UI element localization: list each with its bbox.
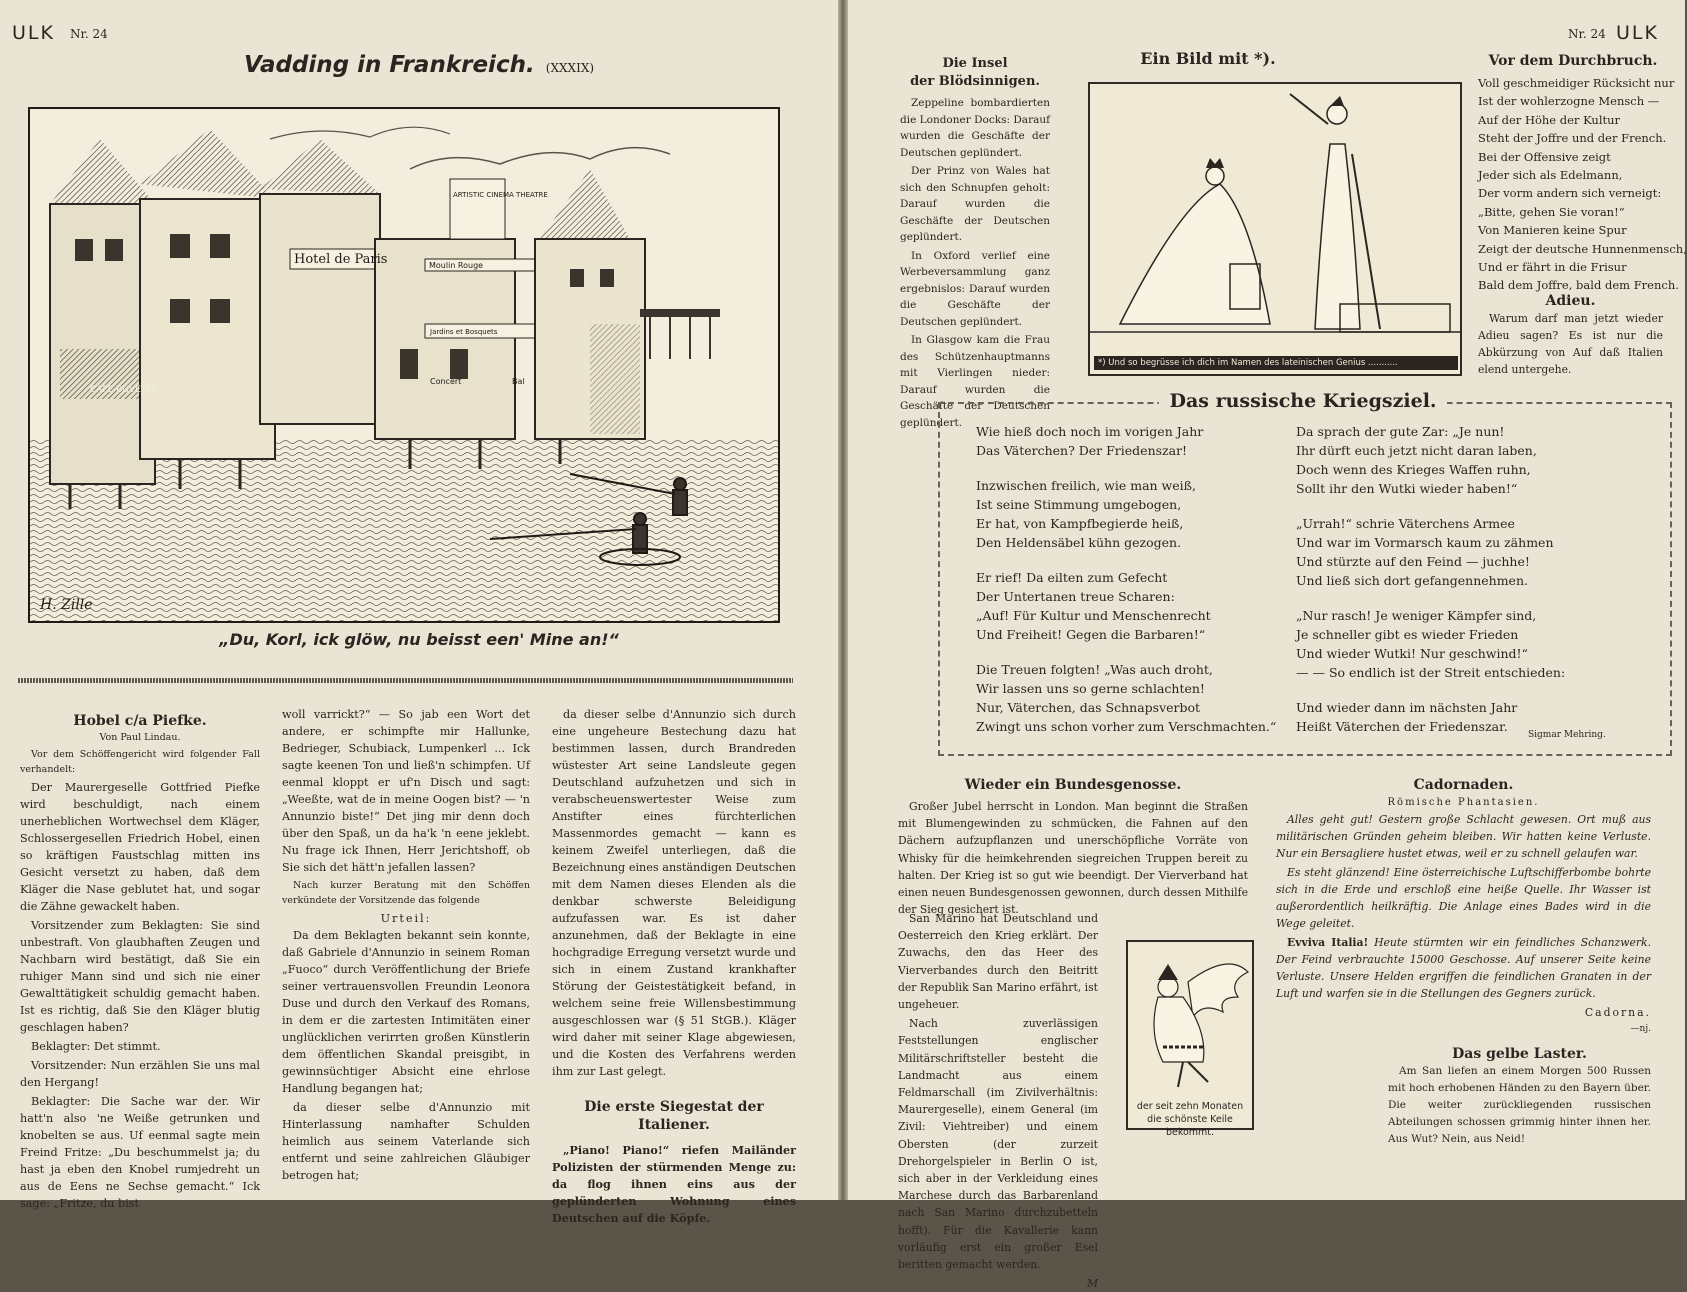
cadornaden-title: Cadornaden. bbox=[1413, 777, 1514, 793]
sign-cinema: ARTISTIC CINEMA THEATRE bbox=[453, 191, 548, 199]
durchbruch-line: Von Manieren keine Spur bbox=[1478, 223, 1627, 238]
bundesgenosse-top bbox=[898, 776, 1248, 920]
kz1-line: Zwingt uns schon vorher zum Verschmachten.“ bbox=[976, 719, 1277, 734]
kz1-line: Der Untertanen treue Scharen: bbox=[976, 589, 1175, 604]
harbor-scene-drawing bbox=[30, 109, 778, 621]
kz1-line: Wie hieß doch noch im vorigen Jahr bbox=[976, 424, 1204, 439]
adieu-title: Adieu. bbox=[1545, 293, 1596, 309]
insel-p2: Der Prinz von Wales hat sich den Schnupfen geholt: Darauf wurden die Geschäfte der Deutschen geplündert. bbox=[900, 165, 1050, 243]
bild-title: Ein Bild mit *). bbox=[1140, 49, 1276, 68]
durchbruch-line: Ist der wohlerzogne Mensch — bbox=[1478, 94, 1660, 109]
kz1-line: Er hat, von Kampfbegierde heiß, bbox=[976, 516, 1184, 531]
stanza-gap bbox=[1296, 682, 1565, 698]
header-number-left: Nr. 24 bbox=[70, 27, 108, 41]
kz1-line: „Auf! Für Kultur und Menschenrecht bbox=[976, 608, 1211, 623]
stanza-gap bbox=[1296, 590, 1565, 606]
kz1-line: Das Väterchen? Der Friedenszar! bbox=[976, 443, 1188, 458]
gutter bbox=[838, 0, 848, 1200]
caption-text: „Du, Korl, ick glöw, nu beisst een' Mine an!“ bbox=[219, 630, 619, 649]
kriegsziel-col-2 bbox=[1296, 422, 1565, 736]
illustration-caption bbox=[0, 630, 838, 649]
sign-concert: Concert bbox=[430, 377, 462, 386]
bundesgenosse-p3: Nach zuverlässigen Feststellungen englischer Militärschriftsteller besteht die Landmacht aus einem Feldmarschall (im Zivilverhältnis: Maurergeselle), einem General (im Zivil: Viehtreiber) und einem Obersten (der zurzeit Drehorgelspieler in Berlin O ist, sich aber in der Verkleidung eines Marchese durch das Barbarenland nach San Marino durchzubetteln hofft). Für die Kavallerie kann vorläufig erst ein großer Esel beritten gemacht werden. bbox=[898, 1017, 1098, 1272]
bundesgenosse-title: Wieder ein Bundesgenosse. bbox=[964, 777, 1182, 793]
article-col1-p6: Beklagter: Die Sache war der. Wir hatt'n also 'ne Weiße getrunken und knobelten se aus. Uf eenmal sagte mein Freind Fritze: „Du beschummelst ja; du hast ja eben den Knobel rumjedreht un aus de Eens ne Sechse gemacht.“ Ick sage: „Fritze, du bist bbox=[20, 1095, 260, 1210]
sign-cafe-buvette: CAFE-BUVETTE bbox=[90, 385, 158, 395]
stanza-gap bbox=[976, 552, 1276, 568]
kz1-line: Den Heldensäbel kühn gezogen. bbox=[976, 535, 1182, 550]
kz2-line: Und stürzte auf den Feind — juchhe! bbox=[1296, 554, 1530, 569]
bild-cartoon-drawing bbox=[1090, 84, 1460, 354]
sign-bal: Bal bbox=[512, 377, 525, 386]
angel-caption: der seit zehn Monaten die schönste Keile bekommt. bbox=[1136, 1101, 1244, 1138]
insel-title-1: Die Insel bbox=[942, 56, 1008, 71]
page-title-suffix: (XXXIX) bbox=[545, 61, 595, 75]
article-col2-p3: Da dem Beklagten bekannt sein konnte, daß Gabriele d'Annunzio in seinem Roman „Fuoco“ durch Veröffentlichung der Briefe seiner vertrauensvollen Freundin Leonora Duse und durch den Verkauf des Romans, in dem er die zartesten Intimitäten einer unglücklichen verirrten großen Künstlerin dem öffentlichen Skandal preisgibt, in gewinnsüchtiger Absicht eine ehrlose Handlung begangen hat; bbox=[282, 929, 530, 1095]
cadornaden-p2: Es steht glänzend! Eine österreichische Luftschifferbombe bohrte sich in die Erde und erschloß eine heiße Quelle. Ihr Wasser ist außerordentlich heilkräftig. Die Anlage eines Bades wird in die Wege geleitet. bbox=[1276, 866, 1651, 930]
article-col2-p4: da dieser selbe d'Annunzio mit Hinterlassung namhafter Schulden heimlich aus seinem Vaterlande sich entfernt und seine zahlreichen Gläubiger betrogen hat; bbox=[282, 1101, 530, 1182]
kz2-line: Heißt Väterchen der Friedenszar. bbox=[1296, 719, 1508, 734]
durchbruch-line: Und er fährt in die Frisur bbox=[1478, 260, 1627, 275]
header-brand-right: ULK bbox=[1616, 22, 1659, 44]
article-title: Hobel c/a Piefke. bbox=[73, 713, 207, 729]
cadornaden-p3: Heute stürmten wir ein feindliches Schanzwerk. Der Feind verbrauchte 15000 Geschosse. Auf unserer Seite keine Verluste. Unsere Helden ergriffen die feindlichen Granaten in der Luft und warfen sie in die Stellungen des Gegners zurück. bbox=[1276, 936, 1652, 1000]
bundesgenosse-p1: Großer Jubel herrscht in London. Man beginnt die Straßen mit Blumengewinden zu schmücken, die Fahnen auf den Dächern aufzupflanzen und unerschöpfliche Vorräte von Whisky für die heimkehrenden siegreichen Truppen bereit zu halten. Der Krieg ist so gut wie beendigt. Der Vierverband hat einen neuen Bundesgenossen gewonnen, durch dessen Mithilfe der Sieg gesichert ist. bbox=[898, 800, 1248, 917]
durchbruch-line: „Bitte, gehen Sie voran!“ bbox=[1478, 204, 1625, 219]
durchbruch-line: Jeder sich als Edelmann, bbox=[1478, 168, 1623, 183]
header-brand-left: ULK bbox=[12, 22, 55, 44]
cadornaden-block bbox=[1276, 776, 1651, 1038]
adieu-block bbox=[1478, 292, 1663, 380]
kriegsziel-title: Das russische Kriegsziel. bbox=[1159, 390, 1446, 412]
bild-caption: *) Und so begrüsse ich dich im Namen des lateinischen Genius ........... bbox=[1094, 356, 1458, 370]
article-col3-p1: da dieser selbe d'Annunzio sich durch eine ungeheure Bestechung dazu hat bestimmen lassen, durch Brandreden wüstester Art seine Landsleute gegen Deutschland aufzuhetzen und sich in verabscheuenswertester Weise zum Anstifter eines fürchterlichen Massenmordes gemacht — kann es keinem Zweifel unterliegen, daß die Bezeichnung eines anständigen Deutschen mit dem Namen dieses Elenden als die denkbar schwerste Beleidigung aufzufassen war. Es ist daher anzunehmen, daß der Beklagte in eine hochgradige Erregung versetzt wurde und sich in einem Zustand krankhafter Störung der Geistestätigkeit befand, in welchem seine freie Willensbestimmung ausgeschlossen war (§ 51 StGB.). Kläger wird daher mit seiner Klage abgewiesen, und die Kosten des Verfahrens werden ihm zur Last gelegt. bbox=[552, 708, 796, 1078]
cadornaden-p1: Alles geht gut! Gestern große Schlacht gewesen. Ort muß aus militärischen Gründen geheim bleiben. Wir hatten keine Verluste. Nur ein Bersagliere hustet etwas, weil er zu schnell gelaufen war. bbox=[1276, 813, 1651, 860]
kz1-line: Nur, Väterchen, das Schnapsverbot bbox=[976, 700, 1201, 715]
kz2-line: Sollt ihr den Wutki wieder haben!“ bbox=[1296, 481, 1518, 496]
illustration-vadding bbox=[28, 107, 780, 623]
durchbruch-line: Bald dem Joffre, bald dem French. bbox=[1478, 278, 1679, 293]
durchbruch-title: Vor dem Durchbruch. bbox=[1488, 53, 1658, 69]
kz2-line: Und wieder dann im nächsten Jahr bbox=[1296, 700, 1518, 715]
divider-rule bbox=[18, 678, 793, 683]
bild-cartoon bbox=[1088, 82, 1462, 376]
durchbruch-line: Voll geschmeidiger Rücksicht nur bbox=[1478, 76, 1675, 90]
header-number-right: Nr. 24 bbox=[1568, 27, 1606, 41]
article-col2-p1: woll varrickt?“ — So jab een Wort det andere, er schimpfte mir Hallunke, Bedrieger, Schubiack, Lumpenkerl ... Ick sagte keenen Ton und ließ'n schimpfen. Uf eenmal kloppt er uf'n Disch und sagt: „Weeßte, wat de in meine Oogen bist? — 'n Annunzio biste!“ Det jing mir denn doch über den Spaß, un da ha'k 'n eene jeklebt. Nu frage ick Ihnen, Herr Jerichtshoff, ob Sie sich det hätt'n jefallen lassen? bbox=[282, 708, 530, 874]
kz2-line: Und war im Vormarsch kaum zu zähmen bbox=[1296, 535, 1554, 550]
laster-text: Am San liefen an einem Morgen 500 Russen mit hoch erhobenen Händen zu den Bayern über. Die weiter zurückliegenden russischen Abteilungen schossen grimmig hinter ihnen her. Aus Wut? Nein, aus Neid! bbox=[1388, 1065, 1651, 1145]
durchbruch-line: Auf der Höhe der Kultur bbox=[1478, 112, 1621, 127]
illustration-signature: H. Zille bbox=[40, 597, 93, 613]
kz2-line: Und wieder Wutki! Nur geschwind!“ bbox=[1296, 646, 1528, 661]
kz2-line: „Nur rasch! Je weniger Kämpfer sind, bbox=[1296, 608, 1537, 623]
page-title-block bbox=[0, 52, 838, 78]
kriegsziel-signature: Sigmar Mehring. bbox=[1528, 730, 1606, 740]
article-col-1 bbox=[20, 712, 260, 1214]
angel-cartoon bbox=[1126, 940, 1254, 1138]
kz1-line: Er rief! Da eilten zum Gefecht bbox=[976, 570, 1168, 585]
article-col1-p3: Vorsitzender zum Beklagten: Sie sind unbestraft. Von glaubhaften Zeugen und Nachbarn wird bestätigt, daß Sie ein ruhiger Mann sind und sich nie einer Gewalttätigkeit schuldig gemacht haben. Ist es richtig, daß Sie den Kläger blutig geschlagen haben? bbox=[20, 919, 260, 1034]
kz2-line: Da sprach der gute Zar: „Je nun! bbox=[1296, 424, 1505, 439]
article-col2-urteil: Urteil: bbox=[380, 912, 432, 925]
article-col1-p1: Vor dem Schöffengericht wird folgender Fall verhandelt: bbox=[20, 749, 260, 775]
durchbruch-line: Der vorm andern sich verneigt: bbox=[1478, 186, 1662, 201]
sign-moulin-rouge: Moulin Rouge bbox=[429, 261, 484, 270]
kz1-line: Ist seine Stimmung umgebogen, bbox=[976, 497, 1182, 512]
kz1-line: Wir lassen uns so gerne schlachten! bbox=[976, 681, 1205, 696]
angel-cartoon-drawing bbox=[1128, 942, 1252, 1092]
kz2-line: „Urrah!“ schrie Väterchens Armee bbox=[1296, 516, 1515, 531]
article-col1-p5: Vorsitzender: Nun erzählen Sie uns mal den Hergang! bbox=[20, 1059, 260, 1089]
left-page bbox=[0, 0, 838, 1225]
article-col1-p2: Der Maurergeselle Gottfried Piefke wird beschuldigt, nach einem unerheblichen Wortwechsel dem Kläger, Schlossergesellen Friedrich Hobel, einen so kräftigen Faustschlag mitten ins Gesicht versetzt zu haben, daß dem Kläger die Nase geblutet hat, und sogar die Zähne gewackelt haben. bbox=[20, 781, 260, 913]
article-col-3 bbox=[552, 706, 796, 1229]
adieu-text: Warum darf man jetzt wieder Adieu sagen? Es ist nur die Abkürzung von Auf daß Italien elend untergehe. bbox=[1478, 312, 1663, 376]
cadornaden-subtitle: Römische Phantasien. bbox=[1387, 797, 1540, 808]
article-byline: Von Paul Lindau. bbox=[99, 732, 181, 743]
kz2-line: Je schneller gibt es wieder Frieden bbox=[1296, 627, 1519, 642]
durchbruch-line: Bei der Offensive zeigt bbox=[1478, 149, 1611, 164]
laster-title: Das gelbe Laster. bbox=[1452, 1046, 1587, 1062]
durchbruch-poem bbox=[1478, 74, 1687, 295]
kz2-line: — — So endlich ist der Streit entschieden: bbox=[1296, 665, 1566, 680]
insel-title-2: der Blödsinnigen. bbox=[910, 74, 1040, 89]
kz1-line: Die Treuen folgten! „Was auch droht, bbox=[976, 662, 1213, 677]
kz1-line: Und Freiheit! Gegen die Barbaren!“ bbox=[976, 627, 1206, 642]
stanza-gap bbox=[1296, 498, 1565, 514]
siegestat-text: „Piano! Piano!“ riefen Mailänder Polizisten der stürmenden Menge zu: da flog ihnen eins aus der geplünderten Wohnung eines Deutschen auf die Köpfe. bbox=[552, 1143, 796, 1225]
laster-block bbox=[1388, 1045, 1651, 1150]
bundesgenosse-narrow bbox=[898, 910, 1098, 1292]
kz1-line: Inzwischen freilich, wie man weiß, bbox=[976, 478, 1196, 493]
article-col1-p4: Beklagter: Det stimmt. bbox=[31, 1040, 161, 1053]
cadornaden-evviva: Evviva Italia! bbox=[1287, 936, 1369, 949]
right-page bbox=[848, 0, 1687, 1291]
durchbruch-line: Steht der Joffre und der French. bbox=[1478, 131, 1667, 146]
insel-p4: In Glasgow kam die Frau des Schützenhauptmanns mit Vierlingen nieder: Darauf wurden die Geschäfte der Deutschen geplündert. bbox=[900, 334, 1050, 429]
stanza-gap bbox=[976, 460, 1276, 476]
kz2-line: Ihr dürft euch jetzt nicht daran laben, bbox=[1296, 443, 1537, 458]
kz2-line: Und ließ sich dort gefangennehmen. bbox=[1296, 573, 1528, 588]
kz2-line: Doch wenn des Krieges Waffen ruhn, bbox=[1296, 462, 1531, 477]
durchbruch-line: Zeigt der deutsche Hunnenmensch, bbox=[1478, 241, 1687, 256]
article-col-2 bbox=[282, 706, 530, 1186]
siegestat-title: Die erste Siegestat der Italiener. bbox=[584, 1099, 764, 1133]
article-col2-p2: Nach kurzer Beratung mit den Schöffen verkündete der Vorsitzende das folgende bbox=[282, 880, 530, 906]
kriegsziel-col-1 bbox=[976, 422, 1276, 736]
sign-hotel-de-paris: Hotel de Paris bbox=[294, 252, 388, 267]
cadornaden-sig2: —nj. bbox=[1630, 1024, 1651, 1034]
stanza-gap bbox=[976, 644, 1276, 660]
page-title: Vadding in Frankreich. bbox=[243, 52, 535, 78]
insel-p3: In Oxford verlief eine Werbeversammlung ganz ergebnislos: Darauf wurden die Geschäfte der Deutschen geplündert. bbox=[900, 249, 1050, 328]
insel-p1: Zeppeline bombardierten die Londoner Docks: Darauf wurden die Geschäfte der Deutschen geplündert. bbox=[900, 97, 1050, 159]
kriegsziel-title-wrap bbox=[938, 392, 1668, 410]
insel-column bbox=[900, 55, 1050, 433]
cadornaden-sig1: Cadorna. bbox=[1584, 1006, 1651, 1019]
sign-jardins: Jardins et Bosquets bbox=[430, 328, 498, 336]
bundesgenosse-p2: San Marino hat Deutschland und Oesterreich den Krieg erklärt. Der Zuwachs, den das Heer des Vierverbandes durch den Beitritt der Republik San Marino erfährt, ist ungeheuer. bbox=[898, 912, 1098, 1012]
bundesgenosse-signature: M bbox=[1086, 1277, 1098, 1291]
